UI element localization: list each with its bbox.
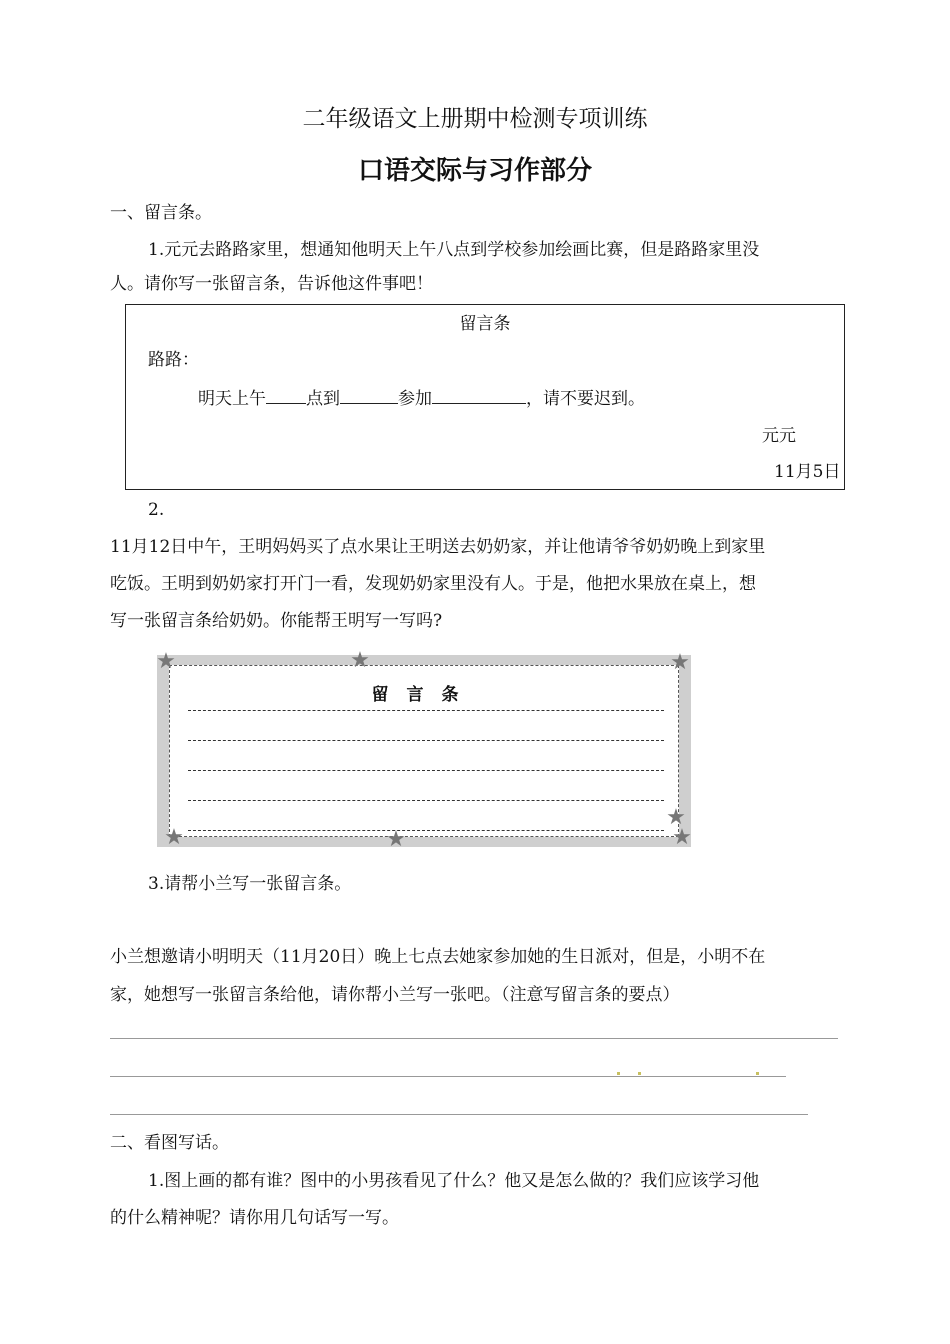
star-icon: ★: [672, 825, 692, 850]
star-icon: ★: [386, 827, 406, 852]
star-icon: ★: [350, 648, 370, 673]
message-card-inner: [169, 665, 679, 837]
message-note-box: [125, 304, 845, 490]
star-icon: ★: [666, 805, 686, 830]
writing-line[interactable]: [188, 740, 664, 741]
question-text: 1.元元去路路家里，想通知他明天上午八点到学校参加绘画比赛，但是路路家里没: [148, 240, 760, 260]
question-text: 家，她想写一张留言条给他，请你帮小兰写一张吧。（注意写留言条的要点）: [110, 985, 680, 1005]
star-icon: ★: [164, 825, 184, 850]
fill-blank[interactable]: [266, 387, 306, 404]
writing-line[interactable]: [188, 830, 664, 831]
question-text: 的什么精神呢？请你用几句话写一写。: [110, 1208, 399, 1228]
section-heading: 二、看图写话。: [110, 1133, 229, 1153]
answer-line[interactable]: [110, 1076, 786, 1077]
page-subtitle: 口语交际与习作部分: [357, 156, 592, 186]
note-text: 明天上午: [198, 389, 266, 409]
answer-line[interactable]: [110, 1038, 838, 1039]
note-text: ，请不要迟到。: [526, 389, 645, 409]
question-text: 3.请帮小兰写一张留言条。: [148, 874, 352, 894]
note-signature: 元元: [762, 426, 796, 446]
note-text: 参加: [398, 389, 432, 409]
note-salutation: 路路：: [148, 350, 199, 370]
note-body: [198, 387, 645, 410]
question-text: 1.图上画的都有谁？图中的小男孩看见了什么？他又是怎么做的？我们应该学习他: [148, 1171, 760, 1191]
writing-line[interactable]: [188, 710, 664, 711]
question-text: 小兰想邀请小明明天（11月20日）晚上七点去她家参加她的生日派对，但是，小明不在: [110, 947, 766, 967]
writing-line[interactable]: [188, 770, 664, 771]
star-icon: ★: [670, 650, 690, 675]
note-date: 11月5日: [774, 462, 841, 482]
card-title: 留言条: [371, 685, 477, 705]
question-text: 人。请你写一张留言条，告诉他这件事吧！: [110, 274, 433, 294]
mark-dot: [756, 1072, 759, 1075]
section-heading: 一、留言条。: [110, 203, 212, 223]
mark-dot: [617, 1072, 620, 1075]
note-title: 留言条: [459, 314, 511, 334]
mark-dot: [638, 1072, 641, 1075]
note-text: 点到: [306, 389, 340, 409]
fill-blank[interactable]: [432, 387, 526, 404]
fill-blank[interactable]: [340, 387, 398, 404]
star-icon: ★: [156, 649, 176, 674]
writing-line[interactable]: [188, 800, 664, 801]
question-text: 吃饭。王明到奶奶家打开门一看，发现奶奶家里没有人。于是，他把水果放在桌上，想: [110, 574, 756, 594]
page-title: 二年级语文上册期中检测专项训练: [302, 106, 648, 132]
question-text: 写一张留言条给奶奶。你能帮王明写一写吗?: [110, 611, 443, 631]
question-text: 11月12日中午，王明妈妈买了点水果让王明送去奶奶家，并让他请爷爷奶奶晚上到家里: [110, 537, 766, 557]
message-card-image: [156, 648, 692, 852]
answer-line[interactable]: [110, 1114, 808, 1115]
question-number: 2.: [148, 500, 165, 520]
